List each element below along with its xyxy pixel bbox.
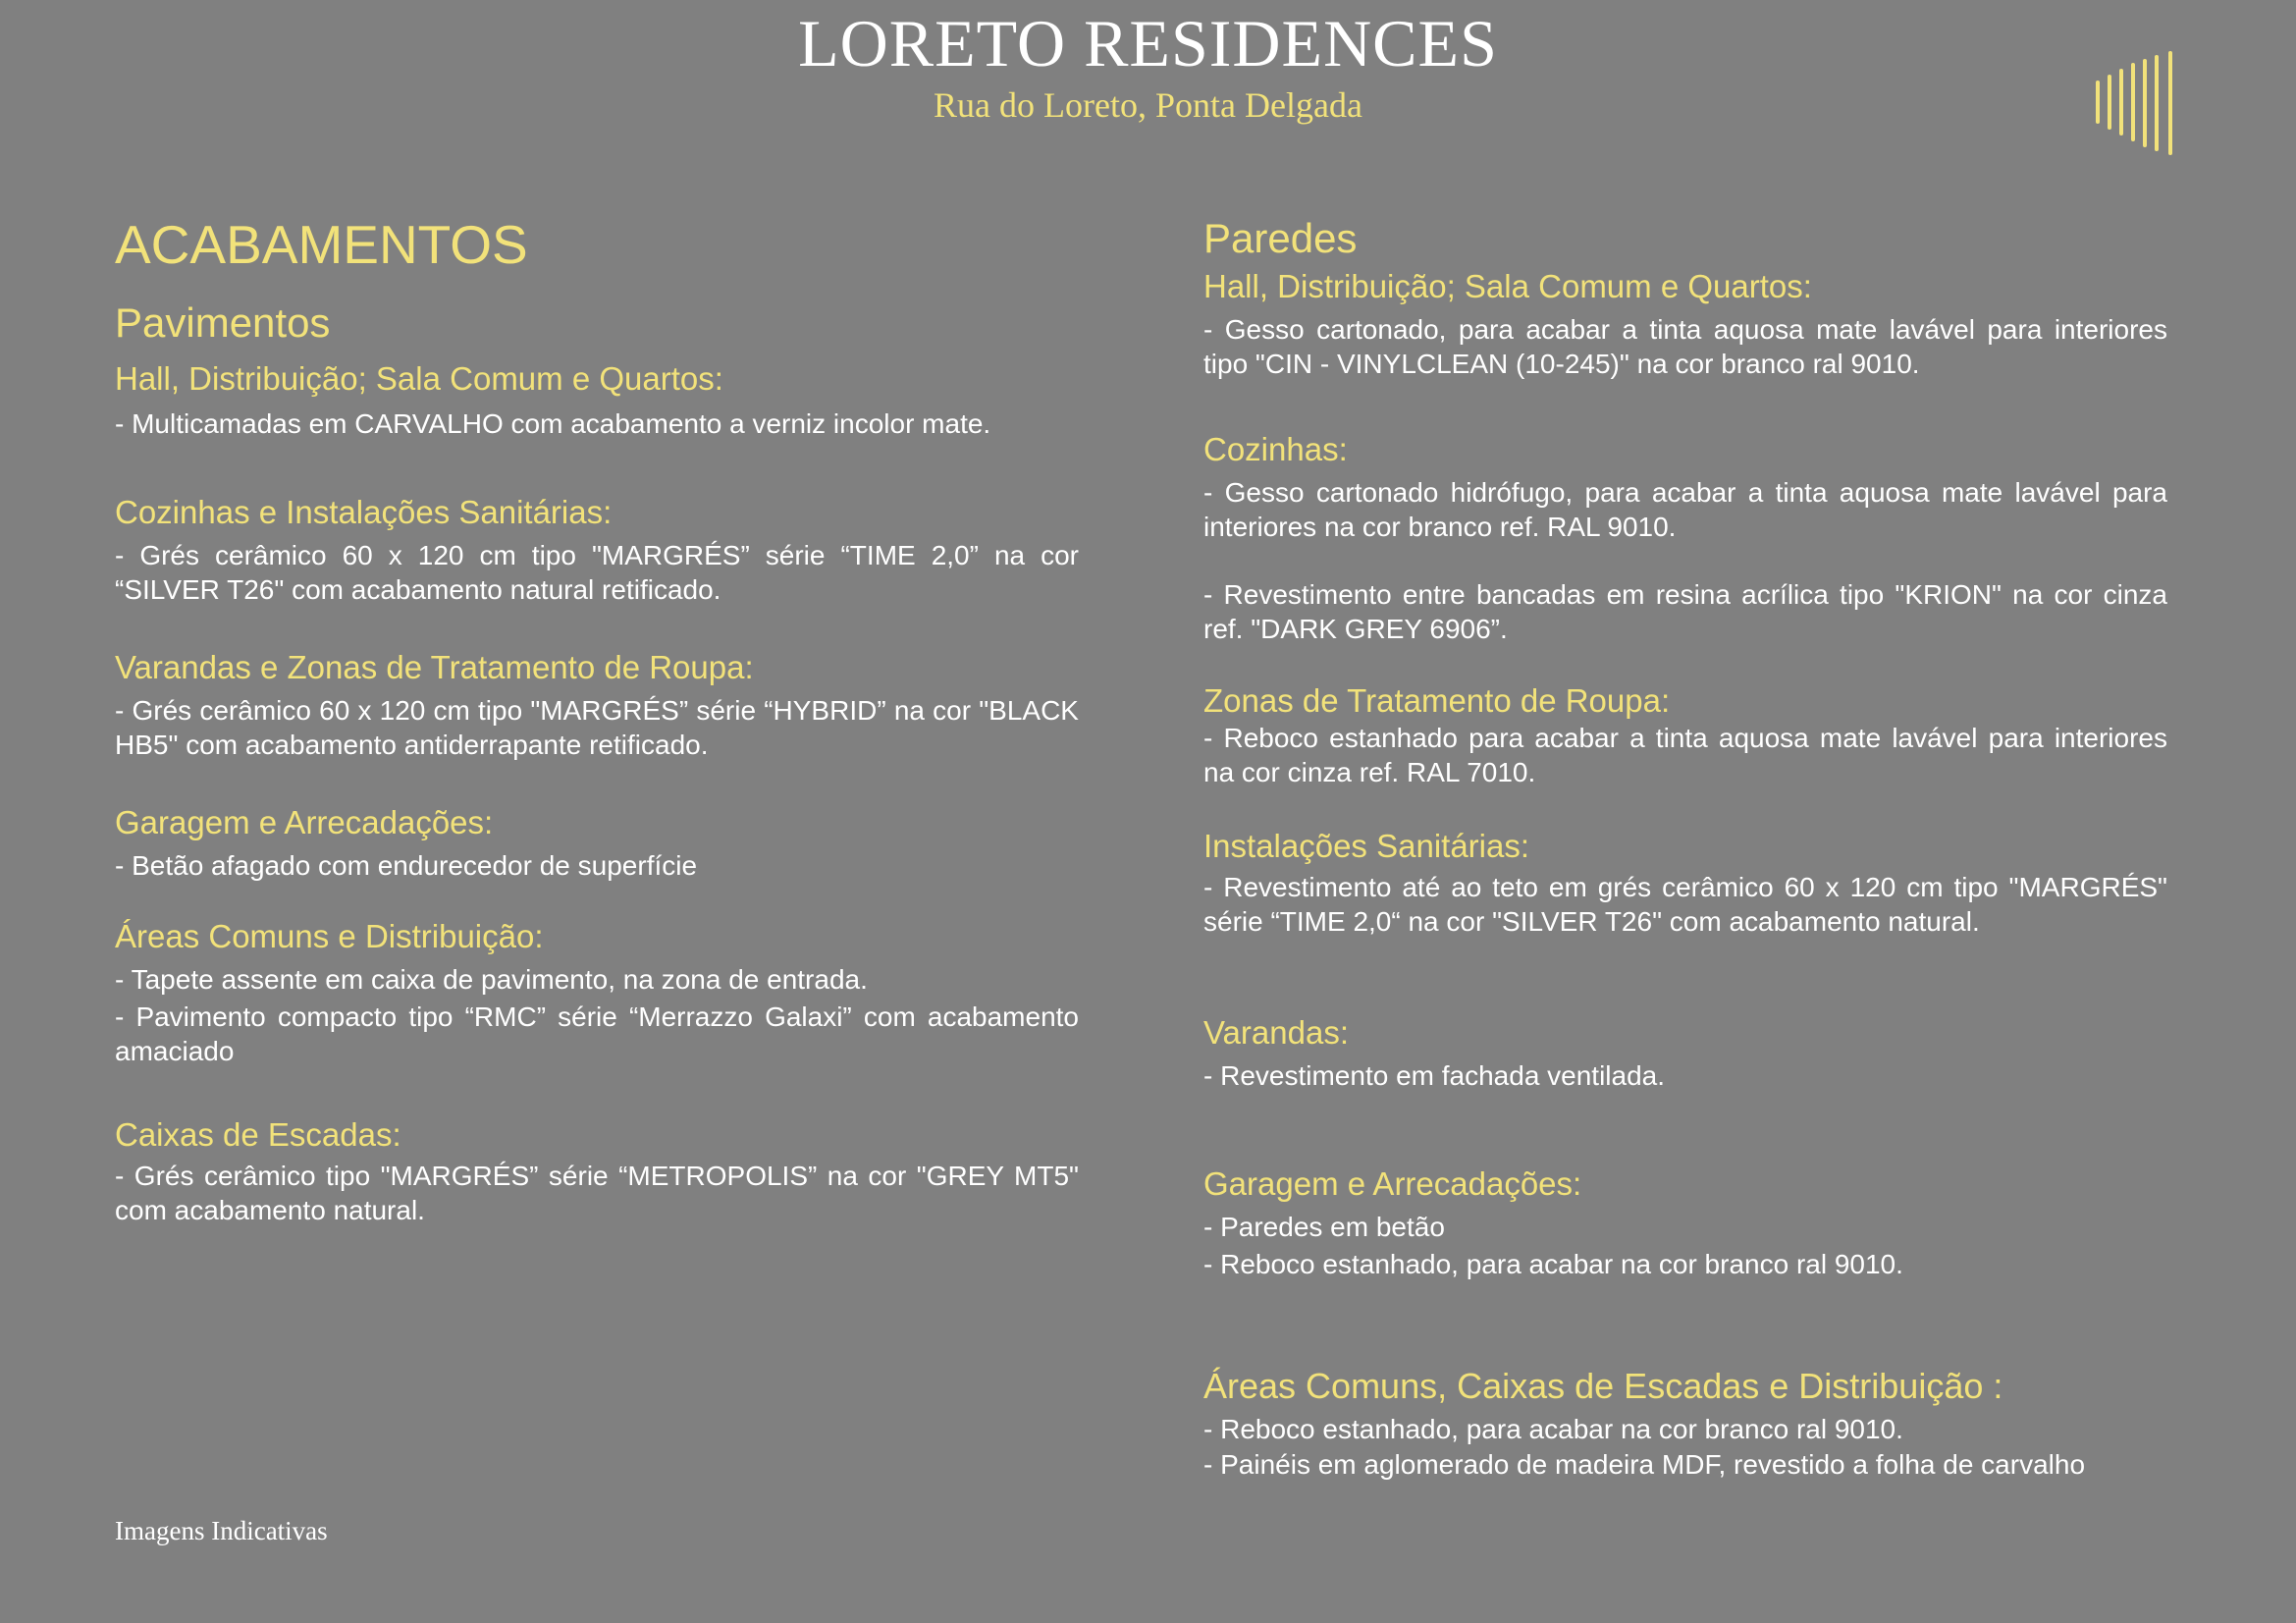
block-heading: Cozinhas e Instalações Sanitárias: — [115, 494, 613, 530]
block-text: - Betão afagado com endurecedor de superfície — [115, 850, 698, 881]
page-heading: ACABAMENTOS — [115, 214, 528, 275]
block-text: - Paredes em betão — [1203, 1212, 1445, 1242]
block-text: - Pavimento compacto tipo “RMC” série “Merrazzo Galaxi” com acabamento amaciado — [115, 1001, 1079, 1066]
section-heading-paredes: Paredes — [1203, 215, 1358, 261]
block-text: - Grés cerâmico 60 x 120 cm tipo "MARGRÉS” série “TIME 2,0” na cor “SILVER T26" com acabamento natural retificado. — [115, 540, 1079, 605]
block-heading: Instalações Sanitárias: — [1203, 828, 1530, 864]
block-text: - Reboco estanhado, para acabar na cor branco ral 9010. — [1203, 1414, 1903, 1444]
block-heading: Garagem e Arrecadações: — [115, 804, 494, 840]
block-text: - Reboco estanhado, para acabar na cor branco ral 9010. — [1203, 1249, 1903, 1279]
block-text: - Revestimento entre bancadas em resina acrílica tipo "KRION" na cor cinza ref. "DARK GREY 6906”. — [1203, 579, 2167, 644]
block-text: - Revestimento até ao teto em grés cerâmico 60 x 120 cm tipo "MARGRÉS" série “TIME 2,0“ na cor "SILVER T26" com acabamento natural. — [1203, 872, 2167, 937]
block-heading: Áreas Comuns e Distribuição: — [115, 918, 544, 954]
block-text: - Grés cerâmico tipo "MARGRÉS” série “METROPOLIS” na cor "GREY MT5" com acabamento natural. — [115, 1161, 1079, 1225]
footer-note: Imagens Indicativas — [115, 1516, 328, 1545]
block-text: - Gesso cartonado, para acabar a tinta aquosa mate lavável para interiores tipo "CIN - VINYLCLEAN (10-245)" na cor branco ral 9010. — [1203, 314, 2167, 379]
block-text: - Grés cerâmico 60 x 120 cm tipo "MARGRÉS” série “HYBRID” na cor "BLACK HB5" com acabamento antiderrapante retificado. — [115, 695, 1079, 760]
block-heading: Zonas de Tratamento de Roupa: — [1203, 682, 1671, 719]
block-heading: Cozinhas: — [1203, 431, 1348, 467]
block-text: - Revestimento em fachada ventilada. — [1203, 1060, 1666, 1091]
block-heading: Áreas Comuns, Caixas de Escadas e Distribuição : — [1203, 1366, 2003, 1406]
section-heading-pavimentos: Pavimentos — [115, 299, 331, 346]
block-heading: Varandas e Zonas de Tratamento de Roupa: — [115, 649, 754, 685]
block-heading: Garagem e Arrecadações: — [1203, 1165, 1582, 1202]
brand-title: LORETO RESIDENCES — [798, 6, 1498, 81]
block-heading: Caixas de Escadas: — [115, 1116, 401, 1153]
block-text: - Tapete assente em caixa de pavimento, na zona de entrada. — [115, 964, 868, 995]
block-heading: Varandas: — [1203, 1014, 1349, 1051]
block-text: - Gesso cartonado hidrófugo, para acabar a tinta aquosa mate lavável para interiores na cor branco ref. RAL 9010. — [1203, 477, 2167, 542]
brand-subtitle: Rua do Loreto, Ponta Delgada — [934, 85, 1362, 125]
block-text: - Painéis em aglomerado de madeira MDF, revestido a folha de carvalho — [1203, 1449, 2086, 1480]
block-text: - Reboco estanhado para acabar a tinta aquosa mate lavável para interiores na cor cinza ref. RAL 7010. — [1203, 723, 2167, 787]
block-heading: Hall, Distribuição; Sala Comum e Quartos: — [1203, 268, 1812, 304]
block-text: - Multicamadas em CARVALHO com acabamento a verniz incolor mate. — [115, 408, 991, 439]
block-heading: Hall, Distribuição; Sala Comum e Quartos: — [115, 360, 723, 397]
vertical-bars-logo-icon — [2094, 49, 2188, 155]
